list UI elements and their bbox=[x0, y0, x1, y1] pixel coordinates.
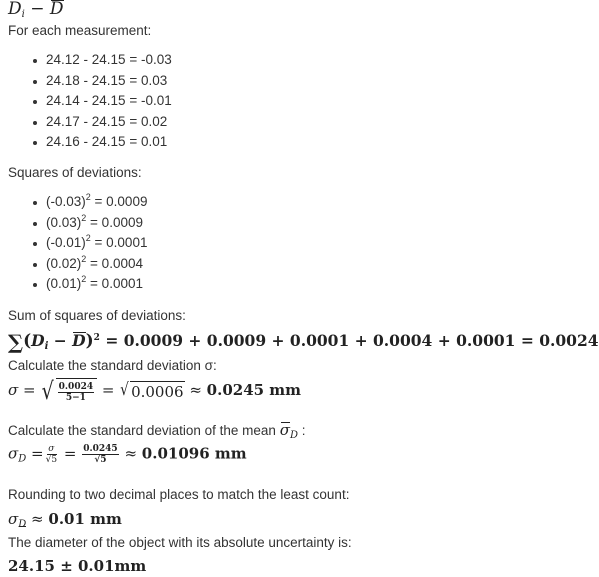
approx: ≈ bbox=[184, 381, 207, 399]
sqrt-fraction bbox=[40, 378, 97, 404]
heading-d: D bbox=[8, 0, 22, 19]
sigma-subscript: D bbox=[18, 453, 27, 465]
deviation-list bbox=[8, 50, 172, 153]
std-deviation-formula bbox=[8, 378, 301, 404]
sigma-bar: σ bbox=[279, 421, 290, 439]
open-paren: ( bbox=[23, 331, 32, 351]
sqrt-inner: 5 bbox=[100, 455, 107, 465]
list-item bbox=[8, 192, 147, 213]
fraction-numerator: σ bbox=[48, 444, 55, 454]
equals: = bbox=[26, 444, 44, 463]
list-item bbox=[8, 254, 147, 275]
final-result-formula: 24.15 ± 0.01mm bbox=[8, 557, 147, 575]
list-item bbox=[8, 274, 147, 295]
square-result: = 0.0004 bbox=[86, 255, 143, 271]
fraction bbox=[45, 444, 58, 465]
deviation-intro-text: For each measurement: bbox=[8, 23, 152, 38]
square-exponent: 2 bbox=[81, 274, 87, 284]
close-paren: ) bbox=[85, 331, 94, 351]
sum-minus: − bbox=[48, 331, 73, 350]
heading-minus: − bbox=[24, 0, 50, 19]
square-base: (-0.03) bbox=[46, 194, 86, 209]
equals: = bbox=[18, 381, 41, 399]
deviation-formula-heading bbox=[8, 0, 64, 19]
square-exponent: 2 bbox=[81, 212, 87, 223]
fraction-numerator: 0.0024 bbox=[58, 382, 94, 392]
fraction bbox=[82, 444, 118, 465]
list-item: 24.12 - 24.15 = -0.03 bbox=[8, 50, 172, 71]
fraction-denominator: √5 bbox=[45, 455, 58, 465]
list-item: 24.18 - 24.15 = 0.03 bbox=[8, 71, 172, 92]
list-item: 24.14 - 24.15 = -0.01 bbox=[8, 91, 172, 112]
sigma-subscript: D bbox=[289, 430, 298, 441]
sigma-symbol: σ bbox=[8, 510, 19, 528]
equals: = bbox=[97, 381, 120, 399]
square-base: (0.03) bbox=[46, 214, 82, 230]
radical-icon: √ bbox=[120, 380, 129, 400]
mean-intro-colon: : bbox=[297, 423, 306, 438]
square-exponent: 2 bbox=[85, 192, 91, 202]
mean-result: 0.01096 mm bbox=[141, 444, 247, 463]
equals: = bbox=[59, 444, 82, 463]
sum-subscript: i bbox=[44, 341, 49, 352]
radical-icon: √ bbox=[41, 377, 55, 405]
rounded-result: 0.01 mm bbox=[48, 510, 122, 528]
list-item: 24.17 - 24.15 = 0.02 bbox=[8, 112, 172, 133]
square-result: = 0.0009 bbox=[86, 214, 143, 230]
square-exponent: 2 bbox=[85, 233, 91, 243]
sum-dbar: D bbox=[72, 331, 86, 350]
std-result: 0.0245 mm bbox=[206, 381, 302, 399]
square-result: = 0.0001 bbox=[86, 276, 143, 291]
sum-exponent: 2 bbox=[93, 333, 100, 343]
square-result: = 0.0001 bbox=[90, 235, 148, 250]
sqrt-value bbox=[119, 381, 184, 401]
fraction-numerator: 0.0245 bbox=[83, 444, 118, 454]
sigma-symbol: σ bbox=[8, 381, 19, 399]
std-intro-text: Calculate the standard deviation σ: bbox=[8, 358, 217, 373]
approx: ≈ bbox=[119, 444, 142, 463]
list-item: 24.16 - 24.15 = 0.01 bbox=[8, 132, 172, 153]
fraction-denominator: 5−1 bbox=[65, 393, 86, 403]
final-intro-text: The diameter of the object with its absolute uncertainty is: bbox=[8, 535, 352, 550]
square-exponent: 2 bbox=[81, 253, 87, 264]
fraction bbox=[58, 382, 94, 403]
sum-rhs: = 0.0009 + 0.0009 + 0.0001 + 0.0004 + 0.0001 = 0.0024 bbox=[99, 331, 599, 350]
square-base: (0.02) bbox=[46, 255, 82, 271]
square-base: (0.01) bbox=[46, 276, 82, 291]
fraction-denominator: √5 bbox=[94, 455, 107, 465]
sum-d: D bbox=[31, 331, 45, 350]
sum-of-squares-formula bbox=[8, 330, 599, 354]
sigma-symbol: σ bbox=[8, 444, 19, 463]
heading-subscript: i bbox=[21, 9, 25, 20]
mean-intro-text bbox=[8, 421, 305, 439]
squares-list bbox=[8, 192, 147, 295]
sqrt-inner: 0.0006 bbox=[131, 383, 184, 401]
approx: ≈ bbox=[26, 510, 49, 528]
list-item bbox=[8, 233, 147, 254]
summation-symbol: ∑ bbox=[8, 330, 24, 354]
squares-intro-text: Squares of deviations: bbox=[8, 165, 142, 180]
std-mean-formula bbox=[8, 444, 247, 465]
heading-dbar: D bbox=[49, 0, 64, 19]
list-item bbox=[8, 213, 147, 234]
mean-sigma-symbol bbox=[280, 421, 298, 439]
rounded-formula: $\sigma_D \approx 0.01$ mm bbox=[8, 510, 122, 530]
sum-intro-text: Sum of squares of deviations: bbox=[8, 308, 186, 323]
rounding-intro-text: Rounding to two decimal places to match the least count: bbox=[8, 487, 350, 502]
sqrt-inner: 5 bbox=[51, 455, 58, 465]
square-base: (-0.01) bbox=[46, 235, 86, 250]
mean-intro-label: Calculate the standard deviation of the mean bbox=[8, 423, 280, 438]
square-result: = 0.0009 bbox=[90, 194, 148, 209]
